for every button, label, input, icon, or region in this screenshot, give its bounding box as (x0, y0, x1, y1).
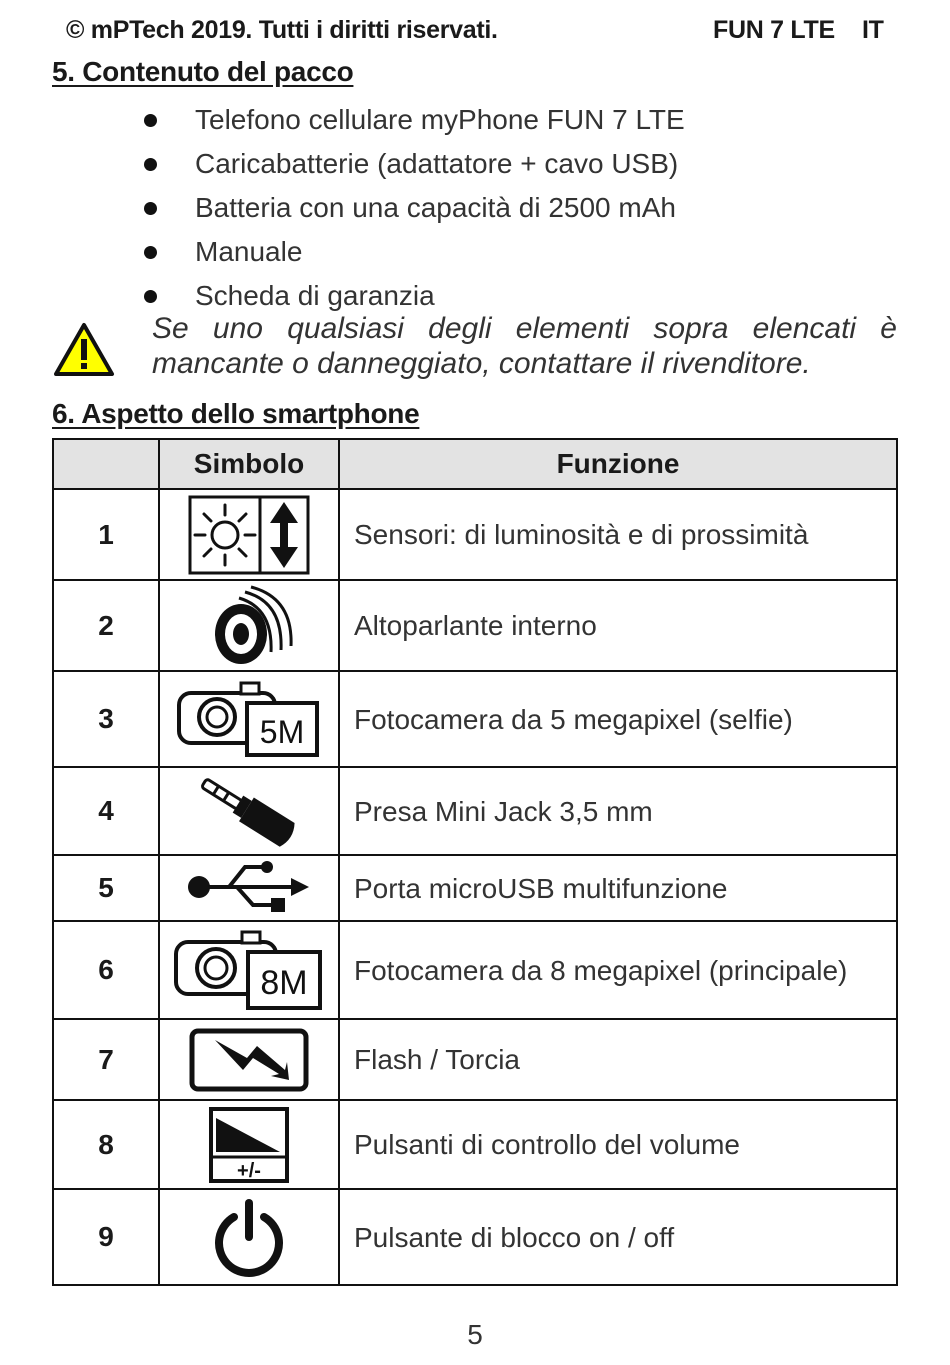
bullet (144, 202, 157, 215)
camera-5m-label: 5M (259, 714, 305, 750)
row-number: 2 (53, 580, 159, 671)
table-row (53, 767, 897, 855)
sensor-icon (188, 495, 310, 575)
camera-5m-icon (175, 679, 323, 759)
row-number: 9 (53, 1189, 159, 1285)
function-text: Altoparlante interno (339, 580, 897, 671)
section-6-title: 6. Aspetto dello smartphone (52, 398, 420, 429)
row-number: 5 (53, 855, 159, 921)
power-icon (209, 1197, 289, 1277)
list-item-text: Telefono cellulare myPhone FUN 7 LTE (195, 104, 685, 135)
package-contents-list (0, 99, 685, 319)
bullet (144, 246, 157, 259)
table-row (53, 921, 897, 1019)
table-row (53, 855, 897, 921)
list-item-text: Batteria con una capacità di 2500 mAh (195, 192, 676, 223)
symbol-cell (159, 580, 339, 671)
symbols-table (52, 438, 898, 1286)
row-number: 7 (53, 1019, 159, 1100)
row-number: 1 (53, 489, 159, 580)
list-item (0, 143, 685, 187)
camera-8m-label: 8M (260, 964, 308, 1002)
function-text: Sensori: di luminosità e di prossimità (339, 489, 897, 580)
volume-label: +/- (237, 1159, 261, 1182)
table-row (53, 580, 897, 671)
flash-icon (189, 1028, 309, 1092)
list-item-text: Caricabatterie (adattatore + cavo USB) (195, 148, 679, 179)
bullet (144, 290, 157, 303)
function-text: Porta microUSB multifunzione (339, 855, 897, 921)
header-language: IT (862, 16, 884, 44)
table-row (53, 1019, 897, 1100)
table-row (53, 489, 897, 580)
function-text: Pulsante di blocco on / off (339, 1189, 897, 1285)
symbol-cell (159, 1189, 339, 1285)
bullet (144, 114, 157, 127)
function-text: Presa Mini Jack 3,5 mm (339, 767, 897, 855)
symbol-cell (159, 921, 339, 1019)
symbol-cell (159, 767, 339, 855)
table-row (53, 1100, 897, 1189)
function-text: Flash / Torcia (339, 1019, 897, 1100)
header-num (53, 439, 159, 489)
bullet (144, 158, 157, 171)
row-number: 6 (53, 921, 159, 1019)
symbol-cell (159, 489, 339, 580)
symbol-cell (159, 1019, 339, 1100)
header-copyright: © mPTech 2019. Tutti i diritti riservati. (66, 16, 498, 44)
warning-text: Se uno qualsiasi degli elementi sopra elencati è mancante o danneggiato, contattare il rivenditore. (152, 312, 897, 380)
list-item (0, 99, 685, 143)
row-number: 4 (53, 767, 159, 855)
function-text: Pulsanti di controllo del volume (339, 1100, 897, 1189)
symbol-cell (159, 671, 339, 767)
table-row (53, 1189, 897, 1285)
page-number: 5 (467, 1319, 483, 1350)
row-number: 8 (53, 1100, 159, 1189)
table-header-row (53, 439, 897, 489)
list-item-text: Scheda di garanzia (195, 280, 435, 311)
symbol-cell (159, 855, 339, 921)
header-symbol: Simbolo (159, 439, 339, 489)
list-item (0, 231, 685, 275)
mini-jack-icon (194, 773, 304, 849)
speaker-icon (199, 584, 299, 668)
symbol-cell (159, 1100, 339, 1189)
list-item (0, 187, 685, 231)
header-function: Funzione (339, 439, 897, 489)
usb-icon (185, 859, 313, 917)
list-item-text: Manuale (195, 236, 303, 267)
function-text: Fotocamera da 5 megapixel (selfie) (339, 671, 897, 767)
volume-icon (208, 1106, 290, 1184)
warning-triangle-icon (53, 322, 115, 378)
row-number: 3 (53, 671, 159, 767)
section-5-title: 5. Contenuto del pacco (52, 56, 354, 87)
function-text: Fotocamera da 8 megapixel (principale) (339, 921, 897, 1019)
table-row (53, 671, 897, 767)
camera-8m-icon (172, 928, 326, 1012)
header-model: FUN 7 LTE (713, 16, 835, 44)
